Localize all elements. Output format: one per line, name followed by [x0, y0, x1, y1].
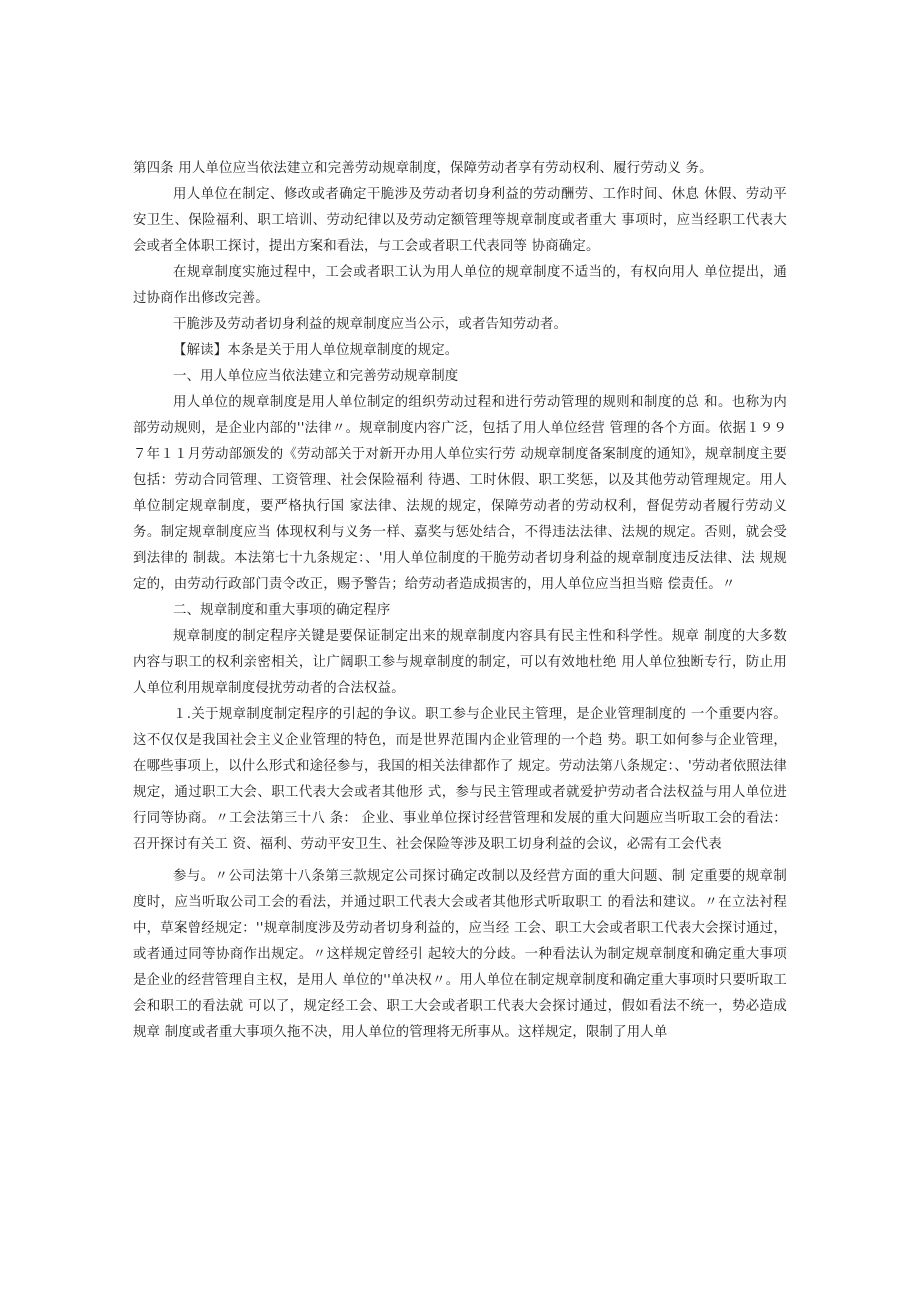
paragraph-implementation: 在规章制度实施过程中，工会或者职工认为用人单位的规章制度不适当的，有权向用人 单位提出，通过协商作出修改完善。 [133, 265, 787, 306]
paragraph-article-4-heading: 第四条 用人单位应当依法建立和完善劳动规章制度，保障劳动者享有劳动权利、履行劳动义 务。 [133, 161, 713, 176]
paragraph-interpretation-intro: 【解读】本条是关于用人单位规章制度的规定。 [173, 343, 459, 358]
document-body [133, 156, 787, 1046]
paragraph-legislative-history: 参与。〃公司法第十八条第三款规定公司探讨确定改制以及经营方面的重大问题、制 定重要的规章制度时，应当听取公司工会的看法，并通过职工代表大会或者其他形式听取职工 的看法和建议。〃在立法衬程中，草案曾经规定：''规章制度涉及劳动者切身利益的，应当经 工会、职工大会或者职工代表大会探讨通过，或者通过同等协商作出规定。〃这样规定曾经引 起较大的分歧。一种看法认为制定规章制度和确定重大事项是企业的经营管理自主权，是用人 单位的''单决权〃。用人单位在制定规章制度和确定重大事项时只要听取工会和职工的看法就 可以了，规定经工会、职工大会或者职工代表大会探讨通过，假如看法不统一，势必造成规章 制度或者重大事项久拖不决，用人单位的管理将无所事从。这样规定，限制了用人单 [133, 869, 787, 1040]
paragraph-rule-formulation: 用人单位在制定、修改或者确定干脆涉及劳动者切身利益的劳动酬劳、工作时间、休息 休假、劳动平安卫生、保险福利、职工培训、劳动纪律以及劳动定额管理等规章制度或者重大 事项时，应当经职工代表大会或者全体职工探讨，提出方案和看法，与工会或者职工代表同等 协商确定。 [133, 187, 787, 254]
paragraph-procedure-dispute: １.关于规章制度制定程序的引起的争议。职工参与企业民主管理，是企业管理制度的 一个重要内容。这不仅仅是我国社会主义企业管理的特色，而是世界范围内企业管理的一个趋 势。职工如何参与企业管理，在哪些事项上，以什么形式和途径参与，我国的相关法律都作了 规定。劳动法第八条规定：、'劳动者依照法律规定，通过职工大会、职工代表大会或者其他形 式，参与民主管理或者就爱护劳动者合法权益与用人单位进行同等协商。〃工会法第三十八 条： 企业、事业单位探讨经营管理和发展的重大问题应当听取工会的看法：召开探讨有关工 资、福利、劳动平安卫生、社会保险等涉及职工切身利益的会议，必需有工会代表 [133, 707, 787, 852]
section-heading-1: 一、用人单位应当依法建立和完善劳动规章制度 [173, 369, 459, 384]
paragraph-procedure-key: 规章制度的制定程序关键是要保证制定出来的规章制度内容具有民主性和科学性。规章 制度的大多数内容与职工的权利亲密相关，让广阔职工参与规章制度的制定，可以有效地杜绝 用人单位独断专行，防止用人单位利用规章制度侵扰劳动者的合法权益。 [133, 629, 787, 696]
section-heading-2: 二、规章制度和重大事项的确定程序 [173, 603, 391, 618]
paragraph-publicity: 干脆涉及劳动者切身利益的规章制度应当公示，或者告知劳动者。 [173, 317, 568, 332]
paragraph-rules-definition: 用人单位的规章制度是用人单位制定的组织劳动过程和进行劳动管理的规则和制度的总 和。也称为内部劳动规则，是企业内部的''法律〃。规章制度内容广泛，包括了用人单位经营 管理的各个方面。依据１９９７年１１月劳动部颁发的《劳动部关于对新开办用人单位实行劳 动规章制度备案制度的通知》，规章制度主要包括：劳动合同管理、工资管理、社会保险福利 待遇、工时休假、职工奖惩，以及其他劳动管理规定。用人单位制定规章制度，要严格执行国 家法律、法规的规定，保障劳动者的劳动权利，督促劳动者履行劳动义务。制定规章制度应当 体现权利与义务一样、嘉奖与惩处结合，不得违法法律、法规的规定。否则，就会受到法律的 制裁。本法第七十九条规定：、'用人单位制度的干脆劳动者切身利益的规章制度违反法律、法 规规定的，由劳动行政部门责令改正，赐予警告；给劳动者造成损害的，用人单位应当担当赔 偿责任。〃 [133, 395, 787, 592]
